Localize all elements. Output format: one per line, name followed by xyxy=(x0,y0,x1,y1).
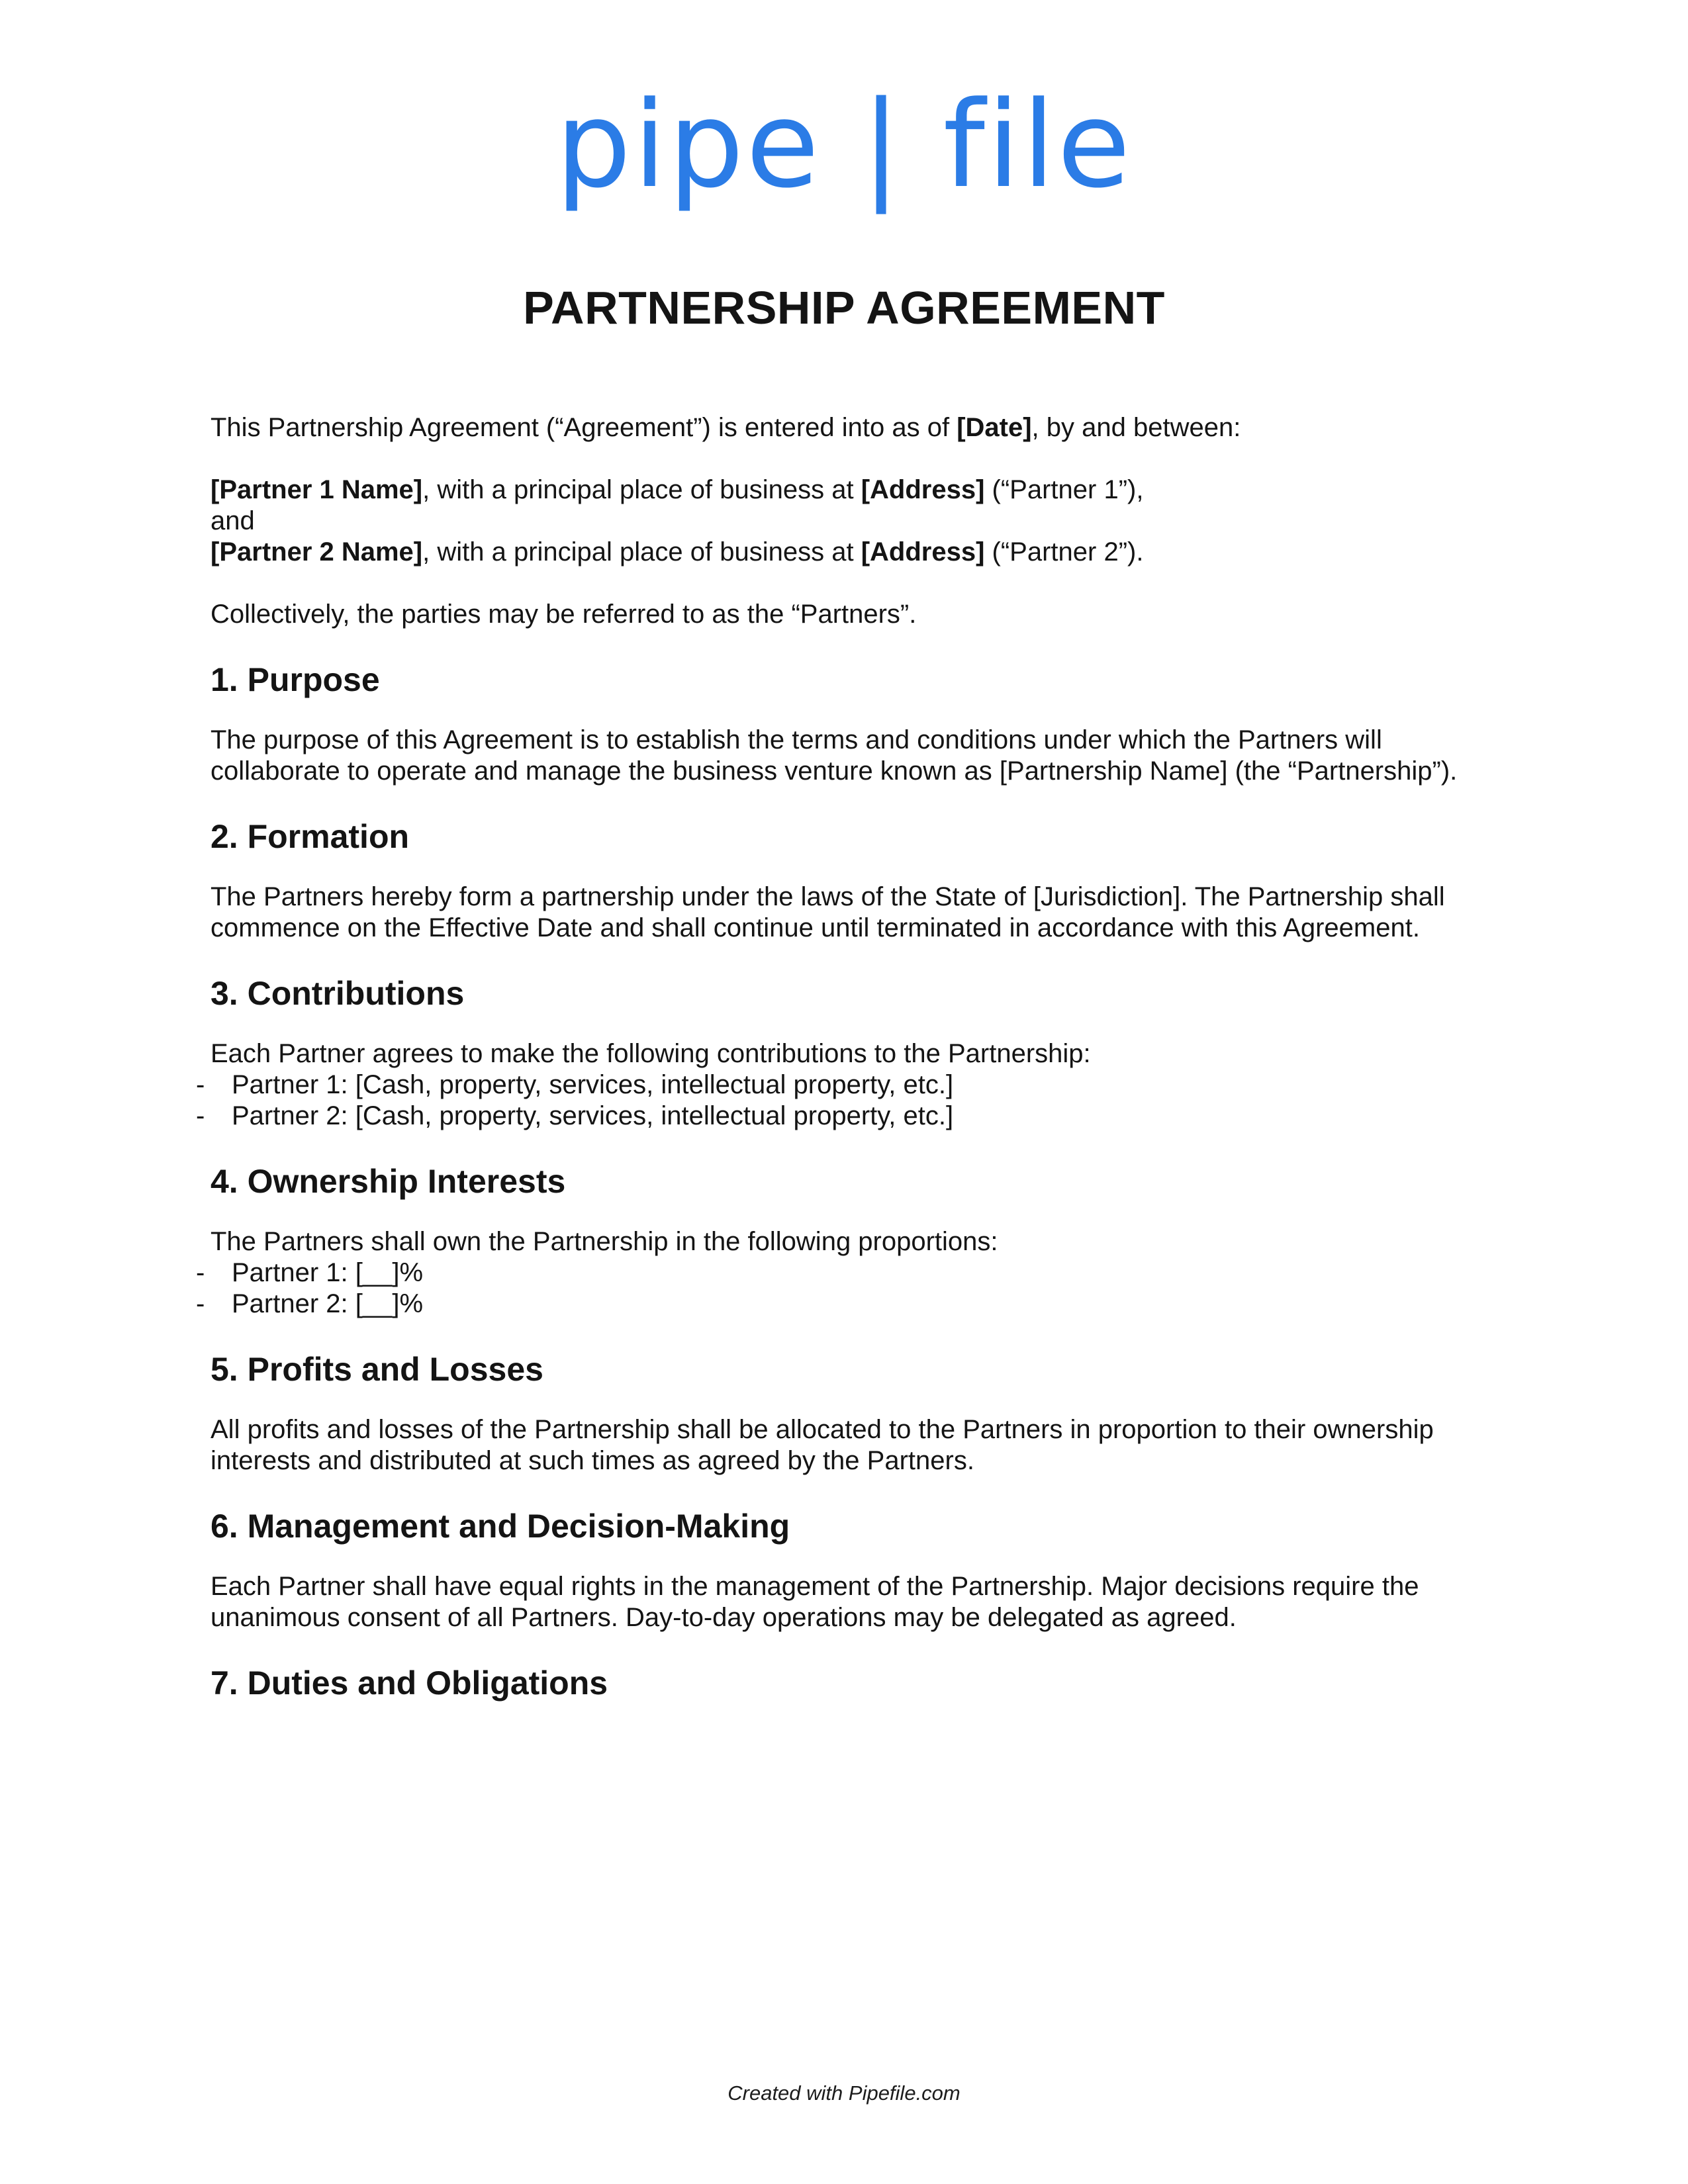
parties-paragraph xyxy=(211,475,1477,568)
bullet-item xyxy=(196,1257,1477,1289)
bullet-text: Partner 1: [__]% xyxy=(232,1258,424,1287)
footer-text: Created with Pipefile.com xyxy=(727,2081,961,2105)
text-run: This Partnership Agreement (“Agreement”) is entered into as of xyxy=(211,413,957,442)
section-paragraph: All profits and losses of the Partnership shall be allocated to the Partners in proportion to their ownership interests and distributed at such times as agreed by the Partners. xyxy=(211,1415,1434,1475)
section-heading: 4. Ownership Interests xyxy=(211,1163,566,1200)
section-paragraph: The Partners shall own the Partnership in the following proportions: xyxy=(211,1227,998,1256)
bullet-dash: - xyxy=(196,1258,205,1287)
bullet-dash: - xyxy=(196,1070,205,1099)
text-run: , with a principal place of business at xyxy=(422,537,861,567)
placeholder-bold: [Address] xyxy=(861,475,985,504)
placeholder-bold: [Date] xyxy=(957,413,1032,442)
bullet-item xyxy=(196,1289,1477,1320)
text-run: , with a principal place of business at xyxy=(422,475,861,504)
text-run: , by and between: xyxy=(1031,413,1241,442)
bullet-dash: - xyxy=(196,1101,205,1130)
placeholder-bold: [Partner 1 Name] xyxy=(211,475,423,504)
collectively-paragraph: Collectively, the parties may be referred to as the “Partners”. xyxy=(211,600,917,629)
bullet-list xyxy=(196,1069,1477,1132)
bullet-text: Partner 2: [Cash, property, services, intellectual property, etc.] xyxy=(232,1101,954,1130)
bullet-text: Partner 2: [__]% xyxy=(232,1289,424,1318)
section-heading: 3. Contributions xyxy=(211,975,465,1012)
text-run: (“Partner 1”), xyxy=(984,475,1144,504)
section-heading: 2. Formation xyxy=(211,818,410,855)
section-paragraph: The Partners hereby form a partnership under the laws of the State of [Jurisdiction]. The Partnership shall commence on the Effective Date and shall continue until terminated in accordance with this Agreement. xyxy=(211,882,1445,942)
document-body xyxy=(0,412,1688,1702)
text-run: and xyxy=(211,506,255,535)
section-heading: 6. Management and Decision-Making xyxy=(211,1508,790,1545)
logo xyxy=(0,0,1688,228)
footer xyxy=(0,2081,1688,2106)
bullet-text: Partner 1: [Cash, property, services, intellectual property, etc.] xyxy=(232,1070,954,1099)
section-paragraph: Each Partner shall have equal rights in the management of the Partnership. Major decisions require the unanimous consent of all Partners. Day-to-day operations may be delegated as agreed. xyxy=(211,1572,1419,1632)
text-run: (“Partner 2”). xyxy=(984,537,1144,567)
section-heading: 1. Purpose xyxy=(211,661,380,698)
page-title: PARTNERSHIP AGREEMENT xyxy=(523,282,1165,334)
section-heading: 5. Profits and Losses xyxy=(211,1351,543,1388)
bullet-item xyxy=(196,1069,1477,1101)
placeholder-bold: [Address] xyxy=(861,537,985,567)
section-paragraph: Each Partner agrees to make the following contributions to the Partnership: xyxy=(211,1039,1091,1068)
section-heading: 7. Duties and Obligations xyxy=(211,1664,608,1702)
section-paragraph: The purpose of this Agreement is to establish the terms and conditions under which the Partners will collaborate to operate and manage the business venture known as [Partnership Name] (the “Partnership”). xyxy=(211,725,1458,786)
bullet-dash: - xyxy=(196,1289,205,1318)
bullet-list xyxy=(196,1257,1477,1320)
logo-text: pipe | file xyxy=(555,76,1133,214)
intro-paragraph xyxy=(211,412,1477,443)
bullet-item xyxy=(196,1101,1477,1132)
sections-container xyxy=(196,661,1477,1702)
placeholder-bold: [Partner 2 Name] xyxy=(211,537,423,567)
